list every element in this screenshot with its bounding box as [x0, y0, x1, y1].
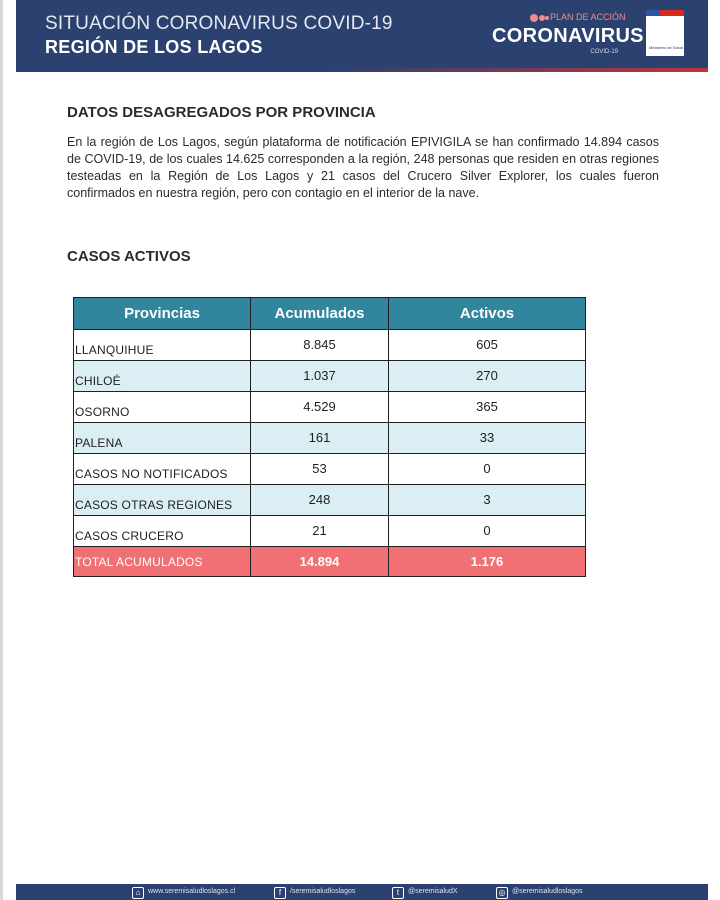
acumulados-cell: 21 [251, 516, 389, 547]
facebook-icon: f [274, 887, 286, 899]
activos-cell: 270 [389, 361, 586, 392]
twitter-icon: t [392, 887, 404, 899]
scan-edge [0, 0, 3, 900]
provincia-cell: CHILOÉ [74, 361, 251, 392]
acumulados-cell: 8.845 [251, 330, 389, 361]
table-header-row [74, 298, 586, 330]
instagram-icon: ◎ [496, 887, 508, 899]
web-icon: ⌂ [132, 887, 144, 899]
activos-cell: 3 [389, 485, 586, 516]
section-title-casos-activos: CASOS ACTIVOS [67, 248, 191, 265]
header-accent-line [16, 68, 708, 72]
provincia-cell: OSORNO [74, 392, 251, 423]
provincia-cell: LLANQUIHUE [74, 330, 251, 361]
total-activos-cell: 1.176 [389, 547, 586, 577]
gobierno-logo [646, 10, 684, 56]
column-header-provincias: Provincias [74, 298, 251, 330]
footer-facebook-text: /seremisaludloslagos [290, 888, 356, 895]
table-row [74, 485, 586, 516]
brand-plan-label: PLAN DE ACCIÓN [550, 12, 626, 22]
intro-paragraph: En la región de Los Lagos, según plataforma de notificación EPIVIGILA se han confirmado 14.894 casos de COVID-19, de los cuales 14.625 corresponden a la región, 248 personas que residen en otras regiones testeadas en la Región de Los Lagos y 21 casos del Crucero Silver Explorer, los cuales fueron confirmados en nuestra región, pero con contagio en el interior de la nave. [67, 135, 659, 200]
virus-icon [528, 12, 550, 24]
acumulados-cell: 4.529 [251, 392, 389, 423]
acumulados-cell: 248 [251, 485, 389, 516]
provincia-cell: CASOS NO NOTIFICADOS [74, 454, 251, 485]
table-row [74, 330, 586, 361]
total-row [74, 547, 586, 577]
footer-web-text: www.seremisaludloslagos.cl [148, 888, 236, 895]
gob-flag-red [660, 10, 684, 16]
table-row [74, 454, 586, 485]
table-row [74, 423, 586, 454]
gob-label: Ministerio de Salud [649, 45, 684, 50]
footer-instagram-text: @seremisaludloslagos [512, 888, 583, 895]
header-subtitle: REGIÓN DE LOS LAGOS [45, 37, 263, 57]
plan-de-accion-logo [492, 10, 644, 60]
provincia-cell: CASOS CRUCERO [74, 516, 251, 547]
gob-flag-blue [646, 10, 660, 16]
brand-sub: COVID-19 [590, 49, 618, 55]
brand-name: CORONAVIRUS [492, 25, 644, 47]
activos-cell: 0 [389, 454, 586, 485]
table-row [74, 516, 586, 547]
acumulados-cell: 1.037 [251, 361, 389, 392]
column-header-acumulados: Acumulados [251, 298, 389, 330]
acumulados-cell: 161 [251, 423, 389, 454]
table-row [74, 361, 586, 392]
header-title: SITUACIÓN CORONAVIRUS COVID-19 [45, 13, 393, 34]
activos-cell: 605 [389, 330, 586, 361]
activos-cell: 33 [389, 423, 586, 454]
casos-table [73, 297, 586, 577]
acumulados-cell: 53 [251, 454, 389, 485]
activos-cell: 365 [389, 392, 586, 423]
footer-bar [16, 884, 708, 900]
total-acumulados-cell: 14.894 [251, 547, 389, 577]
column-header-activos: Activos [389, 298, 586, 330]
section-title-provincias: DATOS DESAGREGADOS POR PROVINCIA [67, 104, 376, 121]
table-row [74, 392, 586, 423]
provincia-cell: PALENA [74, 423, 251, 454]
activos-cell: 0 [389, 516, 586, 547]
total-label-cell: TOTAL ACUMULADOS [74, 547, 251, 577]
provincia-cell: CASOS OTRAS REGIONES [74, 485, 251, 516]
footer-twitter-text: @seremisaludX [408, 888, 458, 895]
